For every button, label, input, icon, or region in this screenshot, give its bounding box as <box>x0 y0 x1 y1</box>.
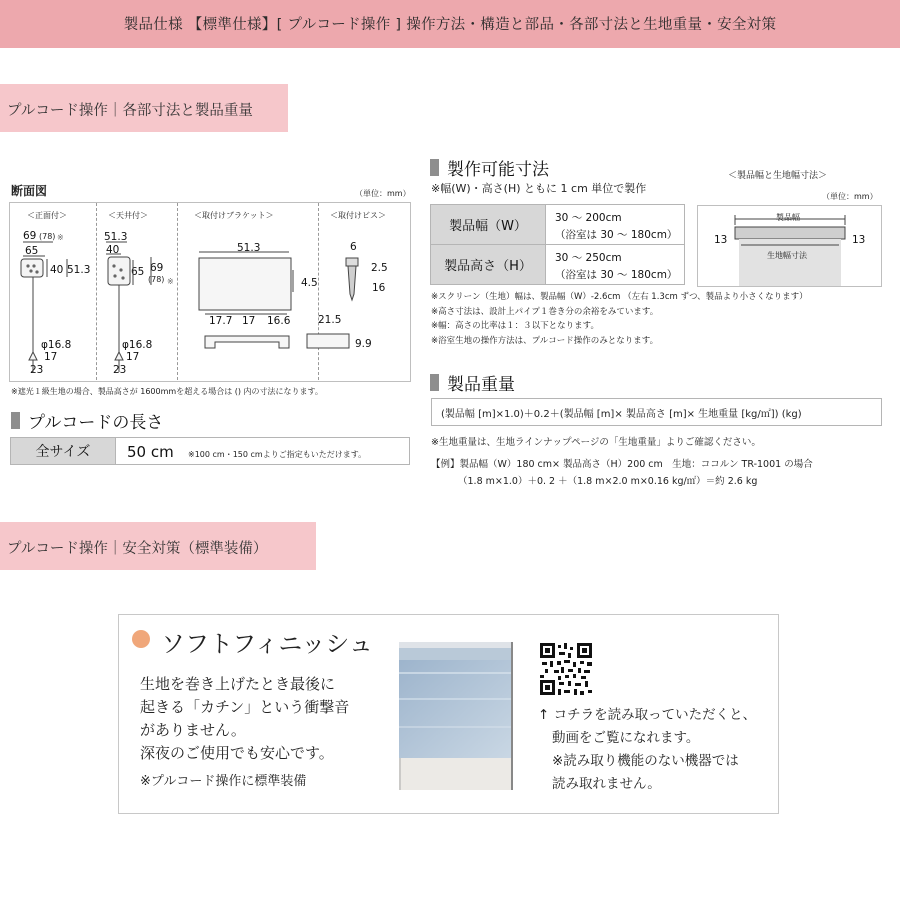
dim: 69 <box>23 230 37 242</box>
heading-marker <box>430 159 439 176</box>
dim: 16.6 <box>267 315 291 327</box>
dim: 51.3 <box>67 264 91 276</box>
note-line: ※高さ寸法は、設計上パイプ１巻き分の余裕をみています。 <box>431 306 659 317</box>
dim: 6 <box>350 241 357 253</box>
cord-length-note: ※100 cm・150 cmよりご指定もいただけます。 <box>188 450 367 459</box>
page-title: 製品仕様 【標準仕様】[ プルコード操作 ] 操作方法・構造と部品・各部寸法と生地重量・安全対策 <box>123 17 777 33</box>
qr-text-line: 動画をご覧になれます。 <box>552 730 700 746</box>
dim: 40 <box>106 244 120 256</box>
note-line: ※スクリーン（生地）幅は、製品幅（W）-2.6cm （左右 1.3cm ずつ、製品より小さくなります） <box>431 292 808 302</box>
dim: 51.3 <box>104 231 128 243</box>
dim: (78) <box>39 232 56 241</box>
dim: 65 <box>25 245 39 257</box>
heading-marker <box>11 412 20 429</box>
dim: 4.5 <box>301 277 318 289</box>
width-diagram-title: ＜製品幅と生地幅寸法＞ <box>728 171 828 181</box>
size-width-value <box>545 204 685 245</box>
size-height-label: 製品高さ（H） <box>430 244 546 285</box>
mark: ※ <box>57 233 64 242</box>
section-label-dimensions <box>0 84 288 132</box>
weight-note: ※生地重量は、生地ラインナップページの「生地重量」よりご確認ください。 <box>431 437 761 448</box>
dim: 2.5 <box>371 262 388 274</box>
cord-length-heading <box>11 408 163 433</box>
size-width-line1: 30 ～ 200cm <box>555 212 622 224</box>
label-ceiling-mount: ＜天井付＞ <box>108 211 148 220</box>
dim: 51.3 <box>237 242 261 254</box>
dim: 16 <box>372 282 386 294</box>
dim: 9.9 <box>355 338 372 350</box>
cross-section-drawing <box>9 202 410 380</box>
dim: 65 <box>131 266 145 278</box>
width-diagram-left: 13 <box>714 234 728 246</box>
size-range-notes <box>431 290 808 348</box>
mark: ※ <box>167 277 174 286</box>
weight-example-1: 【例】製品幅（W）180 cm× 製品高さ（H）200 cm 生地：ココルン TR-1001 の場合 <box>431 459 813 470</box>
orange-dot-icon <box>132 630 150 648</box>
dim: 40 <box>50 264 64 276</box>
soft-finish-note: ※プルコード操作に標準装備 <box>140 774 307 789</box>
size-range-sub: ※幅(W)・高さ(H) ともに 1 cm 単位で製作 <box>431 182 647 195</box>
heading-text: プルコードの長さ <box>28 413 164 433</box>
size-height-line1: 30 ～ 250cm <box>555 252 622 264</box>
size-height-value <box>545 244 685 285</box>
weight-formula: (製品幅 [m]×1.0)＋0.2＋(製品幅 [m]× 製品高さ [m]× 生地重量 [kg/㎡]) (kg) <box>441 409 802 420</box>
note-line: ※幅：高さの比率は１：３以下となります。 <box>431 321 599 331</box>
dim: 69 <box>150 262 164 274</box>
dim: 17 <box>242 315 256 327</box>
dim: 17 <box>44 351 58 363</box>
roller-blind-photo <box>399 642 513 790</box>
heading-text: 製作可能寸法 <box>447 160 549 180</box>
size-height-line2: （浴室は 30 ～ 180cm） <box>555 269 678 281</box>
cross-section-note: ※遮光１級生地の場合、製品高さが 1600mmを超える場合は () 内の寸法になります。 <box>11 387 323 396</box>
width-diagram-right: 13 <box>852 234 866 246</box>
dim: 17.7 <box>209 315 233 327</box>
qr-text-line: ↑ コチラを読み取っていただくと、 <box>538 707 757 723</box>
description-line: 生地を巻き上げたとき最後に <box>140 675 336 693</box>
label-bracket: ＜取付けブラケット＞ <box>194 211 274 220</box>
soft-finish-description <box>140 673 349 765</box>
weight-heading <box>430 370 515 395</box>
cord-length-label: 全サイズ <box>10 437 116 465</box>
dim: 17 <box>126 351 140 363</box>
dim: (78) <box>148 275 165 284</box>
cross-section-unit: （単位：mm） <box>355 189 411 198</box>
weight-example-2: （1.8 m×1.0）＋0. 2 ＋（1.8 m×2.0 m×0.16 kg/㎡）＝約 2.6 kg <box>458 476 758 487</box>
size-width-label: 製品幅（W） <box>430 204 546 245</box>
soft-finish-title: ソフトフィニッシュ <box>161 630 373 658</box>
cord-length-value: 50 cm <box>127 443 174 461</box>
section-label-text: プルコード操作｜安全対策（標準装備） <box>7 541 268 557</box>
label-screw: ＜取付けビス＞ <box>330 211 386 220</box>
size-width-line2: （浴室は 30 ～ 180cm） <box>555 229 678 241</box>
dim: 23 <box>113 364 127 376</box>
description-line: がありません。 <box>140 721 246 739</box>
heading-text: 製品重量 <box>447 375 515 395</box>
qr-text-line: ※読み取り機能のない機器では <box>552 753 739 769</box>
qr-text-line: 読み取れません。 <box>552 776 661 792</box>
qr-code-icon <box>540 643 592 695</box>
heading-marker <box>430 374 439 391</box>
label-front-mount: ＜正面付＞ <box>27 211 67 220</box>
size-range-heading <box>430 155 549 180</box>
cross-section-title: 断面図 <box>11 184 48 198</box>
qr-instructions <box>538 704 756 796</box>
width-diagram-unit: （単位：mm） <box>822 192 878 201</box>
dim: 23 <box>30 364 44 376</box>
width-diagram-fabric-width: 生地幅寸法 <box>767 251 807 260</box>
dim: 21.5 <box>318 314 342 326</box>
note-line: ※浴室生地の操作方法は、プルコード操作のみとなります。 <box>431 335 659 346</box>
description-line: 深夜のご使用でも安心です。 <box>140 744 334 762</box>
dim: φ16.8 <box>41 339 72 351</box>
section-label-safety <box>0 522 316 570</box>
width-diagram-product-width: 製品幅 <box>776 213 800 222</box>
section-label-text: プルコード操作｜各部寸法と製品重量 <box>7 103 253 119</box>
dim: φ16.8 <box>122 339 153 351</box>
description-line: 起きる「カチン」という衝撃音 <box>140 698 350 716</box>
